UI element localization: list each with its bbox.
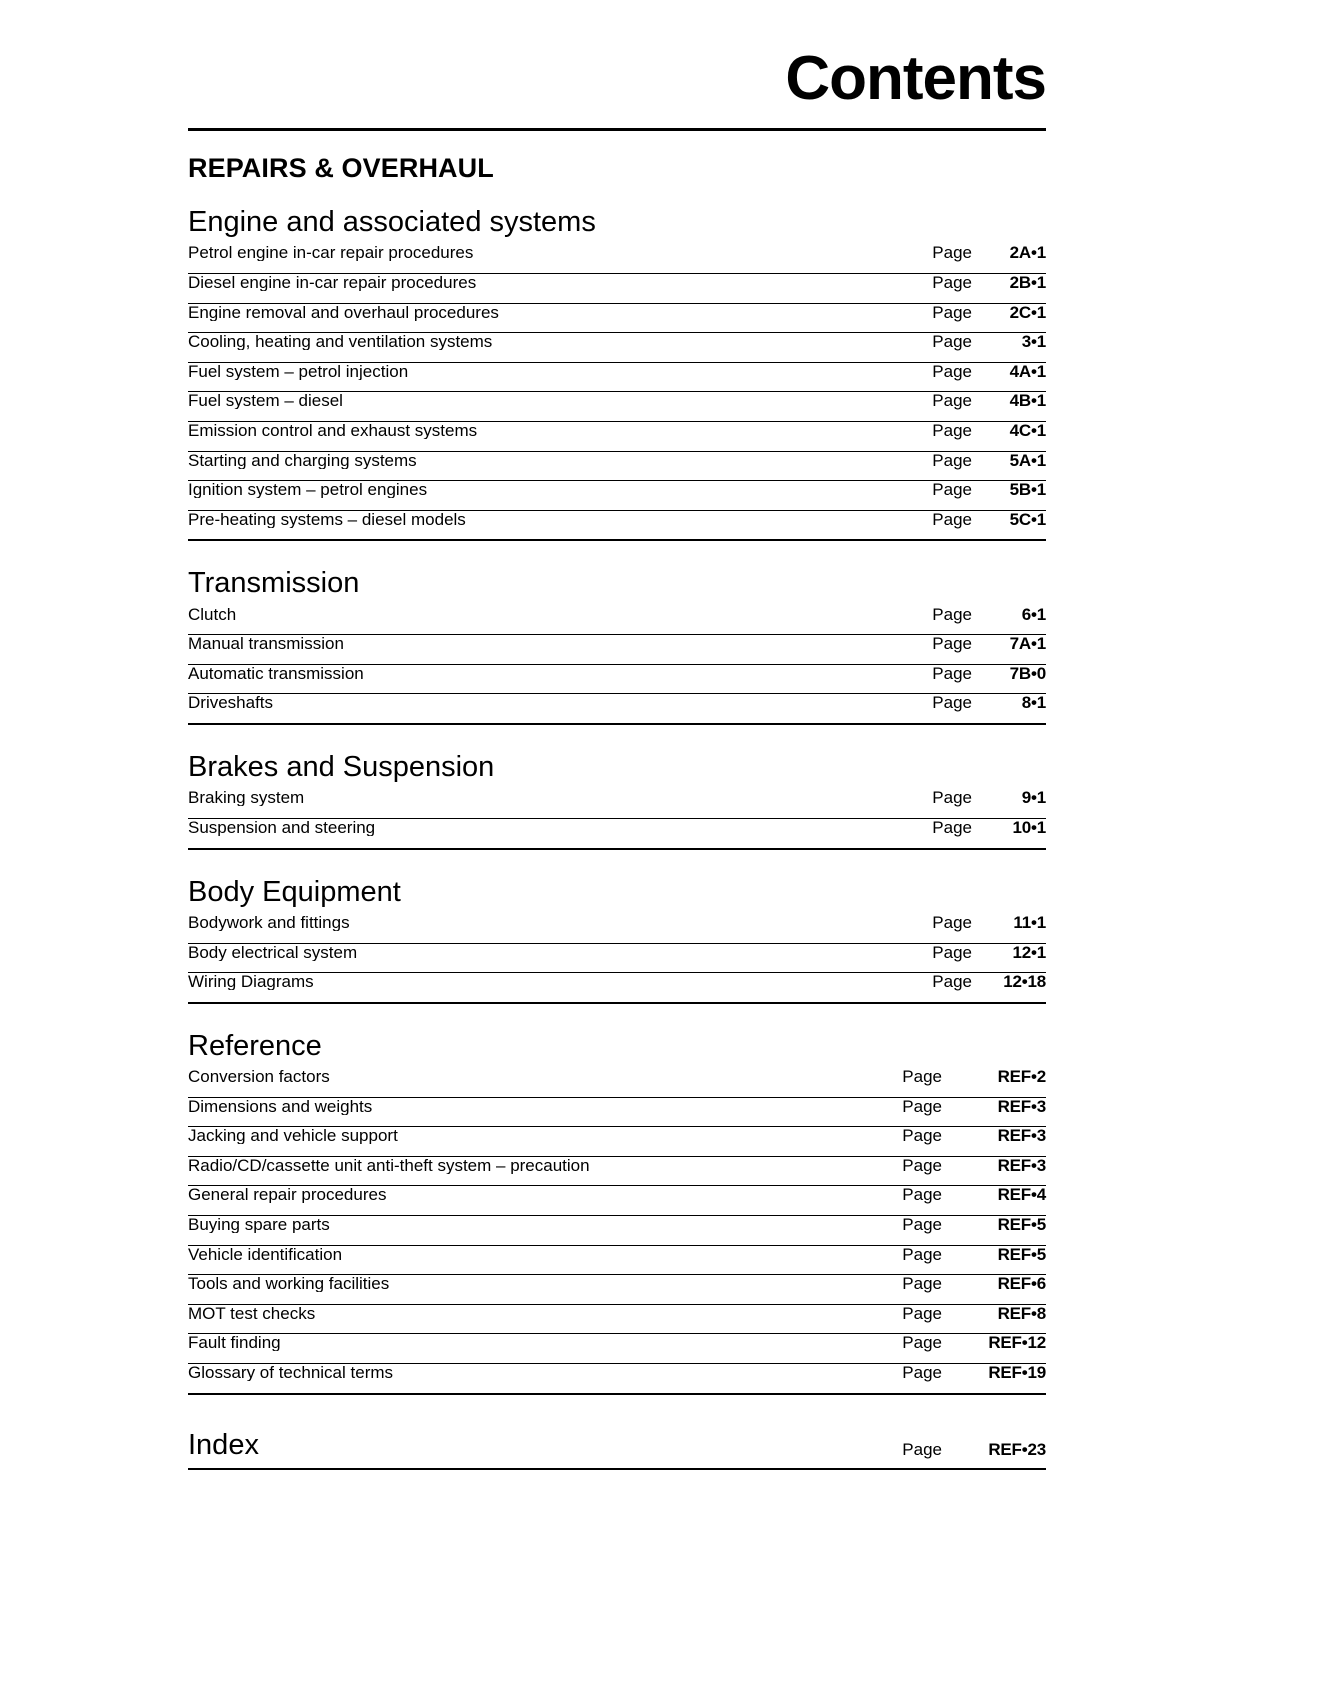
toc-page-number: REF•3	[997, 1155, 1046, 1175]
toc-row[interactable]	[188, 1156, 1046, 1186]
toc-entry-title: Glossary of technical terms	[188, 1363, 394, 1381]
toc-list	[188, 914, 1046, 1004]
toc-page-label: Page	[932, 509, 972, 529]
toc-page-label: Page	[932, 243, 972, 263]
page-title: Contents	[785, 44, 1046, 113]
toc-entry-title: Dimensions and weights	[188, 1097, 373, 1115]
toc-page-label: Page	[902, 1362, 942, 1382]
toc-row[interactable]	[188, 693, 1046, 723]
toc-entry-title: Fuel system – diesel	[188, 392, 343, 410]
toc-row[interactable]	[188, 391, 1046, 421]
toc-row[interactable]	[188, 244, 1046, 273]
toc-entry-title: Suspension and steering	[188, 818, 376, 836]
toc-page-label: Page	[932, 634, 972, 654]
toc-row[interactable]	[188, 1215, 1046, 1245]
toc-page-number: REF•6	[997, 1274, 1046, 1294]
toc-row[interactable]	[188, 510, 1046, 540]
toc-list	[188, 244, 1046, 541]
toc-row[interactable]	[188, 1245, 1046, 1275]
toc-page-label: Page	[932, 942, 972, 962]
index-heading: Index	[188, 1428, 259, 1461]
toc-row[interactable]	[188, 1304, 1046, 1334]
toc-page-label: Page	[902, 1215, 942, 1235]
section-heading: Brakes and Suspension	[188, 751, 495, 784]
toc-page-label: Page	[902, 1126, 942, 1146]
toc-page-number: 7A•1	[1009, 634, 1046, 654]
toc-row[interactable]	[188, 606, 1046, 635]
toc-section	[188, 1030, 1046, 1395]
toc-page-label: Page	[932, 972, 972, 992]
toc-row[interactable]	[188, 1274, 1046, 1304]
toc-row[interactable]	[188, 421, 1046, 451]
index-row[interactable]	[188, 1429, 1046, 1468]
toc-entry-title: Body electrical system	[188, 943, 358, 961]
toc-row[interactable]	[188, 1068, 1046, 1097]
toc-page-number: REF•8	[997, 1303, 1046, 1323]
toc-section	[188, 567, 1046, 725]
toc-page-label: Page	[932, 272, 972, 292]
toc-page-number: REF•3	[997, 1096, 1046, 1116]
toc-page-label: Page	[932, 302, 972, 322]
toc-page-number: 3•1	[1021, 332, 1046, 352]
toc-entry-title: Bodywork and fittings	[188, 913, 350, 931]
toc-entry-title: Wiring Diagrams	[188, 973, 314, 991]
toc-row[interactable]	[188, 332, 1046, 362]
toc-entry-title: Ignition system – petrol engines	[188, 481, 428, 499]
toc-page-label: Page	[902, 1303, 942, 1323]
toc-entry-title: Jacking and vehicle support	[188, 1127, 398, 1145]
toc-page-number: 8•1	[1021, 693, 1046, 713]
toc-page-label: Page	[902, 1185, 942, 1205]
toc-page-number: 5A•1	[1009, 450, 1046, 470]
toc-entry-title: Engine removal and overhaul procedures	[188, 303, 499, 321]
toc-row[interactable]	[188, 818, 1046, 848]
toc-page-label: Page	[932, 332, 972, 352]
toc-entry-title: MOT test checks	[188, 1304, 316, 1322]
toc-page-number: 12•1	[1012, 942, 1046, 962]
toc-page-number: 4C•1	[1009, 420, 1046, 440]
toc-row[interactable]	[188, 451, 1046, 481]
toc-entry-title: Vehicle identification	[188, 1245, 343, 1263]
toc-section	[188, 876, 1046, 1004]
toc-row[interactable]	[188, 1126, 1046, 1156]
toc-page-label: Page	[902, 1333, 942, 1353]
toc-page-label: Page	[902, 1096, 942, 1116]
toc-page-label: Page	[932, 450, 972, 470]
toc-entry-title: Tools and working facilities	[188, 1275, 390, 1293]
toc-row[interactable]	[188, 480, 1046, 510]
toc-page-label: Page	[932, 912, 972, 932]
toc-row[interactable]	[188, 1185, 1046, 1215]
toc-entry-title: Diesel engine in-car repair procedures	[188, 273, 477, 291]
index-page-number: REF•23	[988, 1439, 1046, 1459]
toc-page-number: 4B•1	[1009, 391, 1046, 411]
toc-page-label: Page	[932, 361, 972, 381]
toc-page-label: Page	[932, 420, 972, 440]
toc-page-number: 10•1	[1012, 817, 1046, 837]
toc-row[interactable]	[188, 1333, 1046, 1363]
section-heading: Transmission	[188, 567, 360, 600]
toc-section	[188, 206, 1046, 541]
toc-entry-title: Manual transmission	[188, 635, 344, 653]
toc-row[interactable]	[188, 634, 1046, 664]
toc-page-label: Page	[932, 663, 972, 683]
sections-container	[188, 206, 1046, 1395]
masthead	[188, 44, 1046, 131]
toc-page-label: Page	[932, 391, 972, 411]
toc-entry-title: Fault finding	[188, 1334, 281, 1352]
toc-page-label: Page	[932, 480, 972, 500]
toc-entry-title: Pre-heating systems – diesel models	[188, 510, 466, 528]
toc-entry-title: Cooling, heating and ventilation systems	[188, 333, 493, 351]
index-page-label: Page	[902, 1439, 942, 1459]
toc-entry-title: Emission control and exhaust systems	[188, 421, 478, 439]
toc-row[interactable]	[188, 273, 1046, 303]
toc-page-number: REF•3	[997, 1126, 1046, 1146]
toc-row[interactable]	[188, 664, 1046, 694]
toc-page-number: 2A•1	[1009, 243, 1046, 263]
toc-entry-title: Clutch	[188, 605, 237, 623]
section-heading: Engine and associated systems	[188, 206, 596, 239]
toc-list	[188, 1068, 1046, 1395]
section-heading: Body Equipment	[188, 875, 401, 908]
toc-page-number: REF•5	[997, 1244, 1046, 1264]
toc-page-number: 2B•1	[1009, 272, 1046, 292]
toc-entry-title: Driveshafts	[188, 694, 274, 712]
toc-row[interactable]	[188, 943, 1046, 973]
toc-row[interactable]	[188, 362, 1046, 392]
toc-page-number: 12•18	[1003, 972, 1046, 992]
toc-page-number: 2C•1	[1009, 302, 1046, 322]
toc-page-label: Page	[932, 817, 972, 837]
index-block[interactable]	[188, 1429, 1046, 1470]
toc-entry-title: Braking system	[188, 789, 305, 807]
toc-page-label: Page	[902, 1067, 942, 1087]
toc-page-label: Page	[902, 1274, 942, 1294]
toc-row[interactable]	[188, 972, 1046, 1002]
toc-page-number: 11•1	[1013, 912, 1046, 932]
toc-page-label: Page	[902, 1155, 942, 1175]
toc-entry-title: Radio/CD/cassette unit anti-theft system – precaution	[188, 1156, 590, 1174]
toc-page-number: REF•2	[997, 1067, 1046, 1087]
toc-entry-title: Petrol engine in-car repair procedures	[188, 244, 474, 262]
toc-page-number: REF•12	[988, 1333, 1046, 1353]
toc-section	[188, 751, 1046, 850]
toc-page-label: Page	[932, 693, 972, 713]
toc-page-number: 6•1	[1021, 604, 1046, 624]
toc-page-number: REF•5	[997, 1215, 1046, 1235]
toc-entry-title: Starting and charging systems	[188, 451, 417, 469]
toc-page-number: 4A•1	[1009, 361, 1046, 381]
part-title: REPAIRS & OVERHAUL	[188, 153, 494, 183]
toc-page-number: 7B•0	[1009, 663, 1046, 683]
toc-row[interactable]	[188, 303, 1046, 333]
toc-list	[188, 606, 1046, 725]
toc-entry-title: Buying spare parts	[188, 1216, 330, 1234]
toc-row[interactable]	[188, 914, 1046, 943]
toc-entry-title: General repair procedures	[188, 1186, 387, 1204]
toc-page-number: REF•4	[997, 1185, 1046, 1205]
toc-page-number: 5B•1	[1009, 480, 1046, 500]
toc-page-number: 9•1	[1021, 788, 1046, 808]
toc-row[interactable]	[188, 1363, 1046, 1393]
toc-page-number: REF•19	[988, 1362, 1046, 1382]
toc-page-number: 5C•1	[1009, 509, 1046, 529]
masthead-divider	[188, 128, 1046, 131]
contents-body	[188, 133, 1046, 1470]
toc-page-label: Page	[932, 788, 972, 808]
toc-entry-title: Conversion factors	[188, 1068, 330, 1086]
toc-page-label: Page	[902, 1244, 942, 1264]
section-heading: Reference	[188, 1029, 322, 1062]
toc-row[interactable]	[188, 789, 1046, 818]
toc-list	[188, 789, 1046, 849]
toc-entry-title: Fuel system – petrol injection	[188, 362, 409, 380]
toc-page-label: Page	[932, 604, 972, 624]
toc-entry-title: Automatic transmission	[188, 664, 364, 682]
toc-row[interactable]	[188, 1097, 1046, 1127]
